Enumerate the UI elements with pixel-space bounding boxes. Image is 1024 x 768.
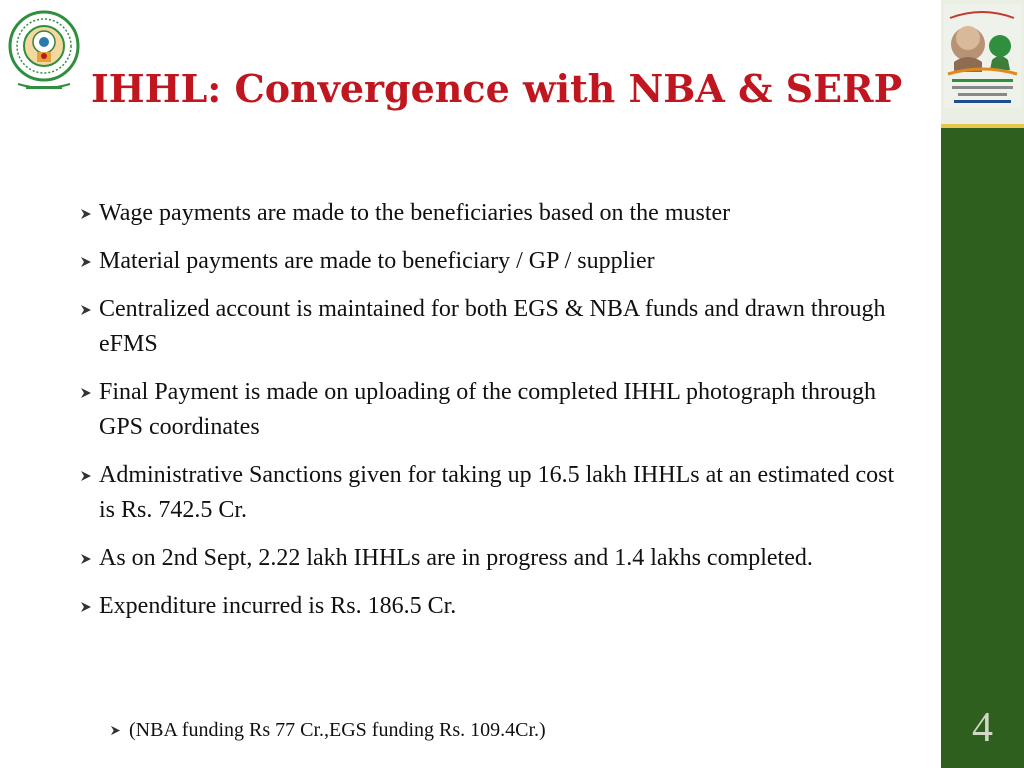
nrega-gandhi-logo — [944, 4, 1021, 108]
sidebar-divider — [941, 124, 1024, 128]
sub-bullet-text: (NBA funding Rs 77 Cr.,EGS funding Rs. 109.4Cr.) — [129, 719, 546, 741]
bullet-text: Administrative Sanctions given for taking up 16.5 lakh IHHLs at an estimated cost is Rs. 742.5 Cr. — [99, 462, 895, 523]
bullet-arrow-icon — [80, 553, 92, 565]
slide-number: 4 — [972, 705, 993, 751]
bullet-item — [78, 541, 908, 576]
bullet-text: As on 2nd Sept, 2.22 lakh IHHLs are in progress and 1.4 lakhs completed. — [99, 545, 813, 571]
bullet-arrow-icon — [80, 256, 92, 268]
bullet-arrow-icon — [110, 725, 121, 736]
sidebar-gap — [935, 0, 941, 768]
bullet-item — [78, 244, 908, 279]
bullet-arrow-icon — [80, 601, 92, 613]
bullet-list — [78, 196, 908, 637]
state-emblem-logo — [8, 10, 80, 94]
bullet-item — [78, 196, 908, 231]
bullet-item — [78, 292, 908, 362]
sub-bullet-item — [108, 714, 546, 746]
slide-title: IHHL: Convergence with NBA & SERP — [91, 66, 903, 111]
bullet-item — [78, 589, 908, 624]
bullet-text: Expenditure incurred is Rs. 186.5 Cr. — [99, 593, 457, 619]
bullet-arrow-icon — [80, 470, 92, 482]
bullet-text: Centralized account is maintained for both EGS & NBA funds and drawn through eFMS — [99, 296, 886, 357]
bullet-text: Final Payment is made on uploading of the completed IHHL photograph through GPS coordinates — [99, 379, 876, 440]
bullet-text: Material payments are made to beneficiary / GP / supplier — [99, 248, 655, 274]
bullet-text: Wage payments are made to the beneficiaries based on the muster — [99, 200, 731, 226]
bullet-arrow-icon — [80, 208, 92, 220]
sub-bullet-list — [108, 714, 546, 746]
bullet-arrow-icon — [80, 304, 92, 316]
bullet-item — [78, 458, 908, 528]
bullet-arrow-icon — [80, 387, 92, 399]
bullet-item — [78, 375, 908, 445]
